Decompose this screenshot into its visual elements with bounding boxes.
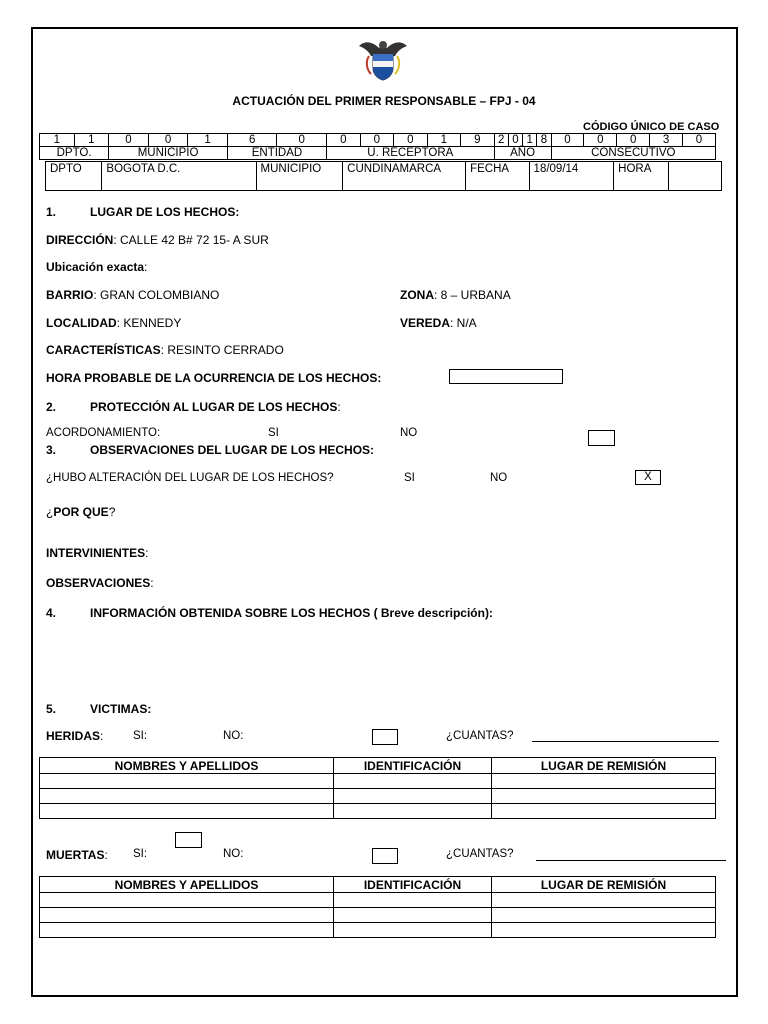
table-row [40, 789, 716, 804]
code-digit-cell: 0 [148, 134, 188, 147]
porque-prefix: ¿ [46, 505, 54, 519]
muertas-si-label: SI: [133, 848, 148, 860]
table-cell[interactable] [492, 804, 716, 819]
table-row [40, 774, 716, 789]
table-cell[interactable] [334, 893, 492, 908]
code-digit-cell: 1 [40, 134, 75, 147]
muertas-si-checkbox[interactable] [175, 832, 202, 848]
table-row [40, 893, 716, 908]
barrio-label: BARRIO [46, 288, 94, 302]
dpto-label: DPTO [46, 162, 102, 191]
code-label: MUNICIPIO [109, 147, 228, 160]
table-cell[interactable] [492, 923, 716, 938]
direccion-value: : CALLE 42 B# 72 15- A SUR [113, 233, 269, 247]
code-label: CONSECUTIVO [551, 147, 715, 160]
case-code-table [39, 133, 716, 160]
code-label: ENTIDAD [227, 147, 326, 160]
intervinientes-colon: : [145, 546, 149, 560]
section2-colon: : [337, 400, 341, 414]
code-labels-row [40, 147, 716, 160]
muertas-no-checkbox[interactable] [372, 848, 398, 864]
heridas-cuantas-line[interactable] [532, 741, 719, 742]
zona-value: : 8 – URBANA [434, 288, 511, 302]
code-digit-cell: 0 [617, 134, 650, 147]
code-digit-cell: 8 [537, 134, 551, 147]
code-digit-cell: 2 [494, 134, 508, 147]
code-digit-cell: 1 [427, 134, 461, 147]
zona-row [400, 288, 511, 302]
municipio-label: MUNICIPIO [256, 162, 343, 191]
form-title: ACTUACIÓN DEL PRIMER RESPONSABLE – FPJ - 04 [232, 94, 536, 108]
porque-label: POR QUE [53, 505, 109, 519]
direccion-label: DIRECCIÓN [46, 233, 114, 247]
ubicacion-value: : [144, 260, 148, 274]
table-cell[interactable] [40, 804, 334, 819]
acordonamiento-label: ACORDONAMIENTO: [46, 427, 161, 439]
table-row [40, 908, 716, 923]
hora-value[interactable] [668, 162, 721, 191]
hora-label: HORA [614, 162, 668, 191]
code-digit-cell: 1 [188, 134, 228, 147]
code-digit-cell: 0 [109, 134, 149, 147]
code-digit-cell: 9 [461, 134, 495, 147]
table-cell[interactable] [334, 774, 492, 789]
porque-row [46, 505, 115, 519]
code-digit-cell: 1 [74, 134, 109, 147]
code-digit-cell: 0 [360, 134, 394, 147]
code-digits-row [40, 134, 716, 147]
hora-probable-label: HORA PROBABLE DE LA OCURRENCIA DE LOS HECHOS: [46, 371, 382, 385]
table-cell[interactable] [40, 908, 334, 923]
section1-title: LUGAR DE LOS HECHOS: [90, 205, 240, 219]
table-cell[interactable] [492, 789, 716, 804]
table-cell[interactable] [40, 893, 334, 908]
acordonamiento-no-label: NO [400, 427, 418, 439]
muertas-cuantas-line[interactable] [536, 860, 726, 861]
caracteristicas-value: : RESINTO CERRADO [160, 343, 284, 357]
porque-suffix: ? [108, 505, 116, 519]
section2-title: PROTECCIÓN AL LUGAR DE LOS HECHOS [90, 400, 338, 414]
section3-number: 3. [46, 443, 57, 457]
vereda-label: VEREDA [400, 316, 451, 330]
section2-number: 2. [46, 400, 57, 414]
heridas-colon: : [100, 729, 104, 743]
observaciones-colon: : [150, 576, 154, 590]
heridas-header-lugar: LUGAR DE REMISIÓN [492, 758, 716, 774]
heridas-no-checkbox[interactable] [372, 729, 398, 745]
coat-of-arms-icon [355, 36, 411, 82]
section4-number: 4. [46, 606, 57, 620]
table-cell[interactable] [334, 908, 492, 923]
table-cell[interactable] [40, 923, 334, 938]
localidad-value: : KENNEDY [116, 316, 182, 330]
muertas-colon: : [104, 848, 108, 862]
muertas-row [46, 848, 108, 862]
fecha-value: 18/09/14 [529, 162, 614, 191]
codigo-unico-label: CÓDIGO ÚNICO DE CASO [583, 121, 720, 133]
muertas-header-nombres: NOMBRES Y APELLIDOS [40, 877, 334, 893]
section3-title: OBSERVACIONES DEL LUGAR DE LOS HECHOS: [90, 443, 375, 457]
location-info-table [45, 161, 722, 191]
barrio-row [46, 288, 219, 302]
code-digit-cell: 0 [682, 134, 715, 147]
intervinientes-row [46, 546, 148, 560]
heridas-row [46, 729, 103, 743]
table-cell[interactable] [40, 789, 334, 804]
heridas-label: HERIDAS [46, 729, 101, 743]
caracteristicas-label: CARACTERÍSTICAS [46, 343, 161, 357]
code-label: AÑO [494, 147, 551, 160]
muertas-table [39, 876, 716, 938]
section2-heading [90, 400, 341, 414]
code-digit-cell: 0 [277, 134, 327, 147]
alteracion-no-label: NO [490, 472, 508, 484]
hora-probable-field[interactable] [449, 369, 563, 384]
alteracion-label: ¿HUBO ALTERACIÓN DEL LUGAR DE LOS HECHOS? [46, 472, 334, 484]
observaciones-label: OBSERVACIONES [46, 576, 151, 590]
code-label: U. RECEPTORA [327, 147, 495, 160]
heridas-header-nombres: NOMBRES Y APELLIDOS [40, 758, 334, 774]
direccion-row [46, 233, 269, 247]
code-digit-cell: 1 [523, 134, 537, 147]
heridas-header-identificacion: IDENTIFICACIÓN [334, 758, 492, 774]
localidad-label: LOCALIDAD [46, 316, 117, 330]
intervinientes-label: INTERVINIENTES [46, 546, 146, 560]
table-row [40, 923, 716, 938]
muertas-header-identificacion: IDENTIFICACIÓN [334, 877, 492, 893]
section4-title: INFORMACIÓN OBTENIDA SOBRE LOS HECHOS ( Breve descripción): [90, 606, 493, 620]
vereda-row [400, 316, 477, 330]
zona-label: ZONA [400, 288, 434, 302]
section5-title: VICTIMAS: [90, 702, 152, 716]
localidad-row [46, 316, 181, 330]
muertas-no-label: NO: [223, 848, 244, 860]
barrio-value: : GRAN COLOMBIANO [93, 288, 220, 302]
table-cell[interactable] [334, 923, 492, 938]
vereda-value: : N/A [450, 316, 477, 330]
alteracion-si-label: SI [404, 472, 415, 484]
table-cell[interactable] [40, 774, 334, 789]
code-label: DPTO. [40, 147, 109, 160]
fecha-label: FECHA [466, 162, 529, 191]
heridas-table [39, 757, 716, 819]
heridas-no-label: NO: [223, 730, 244, 742]
code-digit-cell: 6 [227, 134, 277, 147]
caracteristicas-row [46, 343, 284, 357]
code-digit-cell: 0 [508, 134, 522, 147]
municipio-value: CUNDINAMARCA [343, 162, 466, 191]
code-digit-cell: 3 [650, 134, 683, 147]
table-row [40, 804, 716, 819]
table-cell[interactable] [492, 893, 716, 908]
muertas-header-lugar: LUGAR DE REMISIÓN [492, 877, 716, 893]
section5-number: 5. [46, 702, 57, 716]
dpto-value: BOGOTA D.C. [102, 162, 256, 191]
observaciones-row [46, 576, 154, 590]
ubicacion-row [46, 260, 147, 274]
acordonamiento-no-checkbox[interactable] [588, 430, 615, 446]
code-digit-cell: 0 [327, 134, 361, 147]
alteracion-no-checkbox[interactable]: X [635, 470, 661, 485]
acordonamiento-si-label: SI [268, 427, 279, 439]
muertas-label: MUERTAS [46, 848, 105, 862]
heridas-si-label: SI: [133, 730, 148, 742]
heridas-cuantas-label: ¿CUANTAS? [446, 730, 514, 742]
table-cell[interactable] [334, 804, 492, 819]
code-digit-cell: 0 [394, 134, 428, 147]
section1-number: 1. [46, 205, 57, 219]
table-cell[interactable] [492, 908, 716, 923]
code-digit-cell: 0 [551, 134, 584, 147]
code-digit-cell: 0 [584, 134, 617, 147]
table-cell[interactable] [334, 789, 492, 804]
ubicacion-label: Ubicación exacta [46, 260, 145, 274]
muertas-cuantas-label: ¿CUANTAS? [446, 848, 514, 860]
table-cell[interactable] [492, 774, 716, 789]
